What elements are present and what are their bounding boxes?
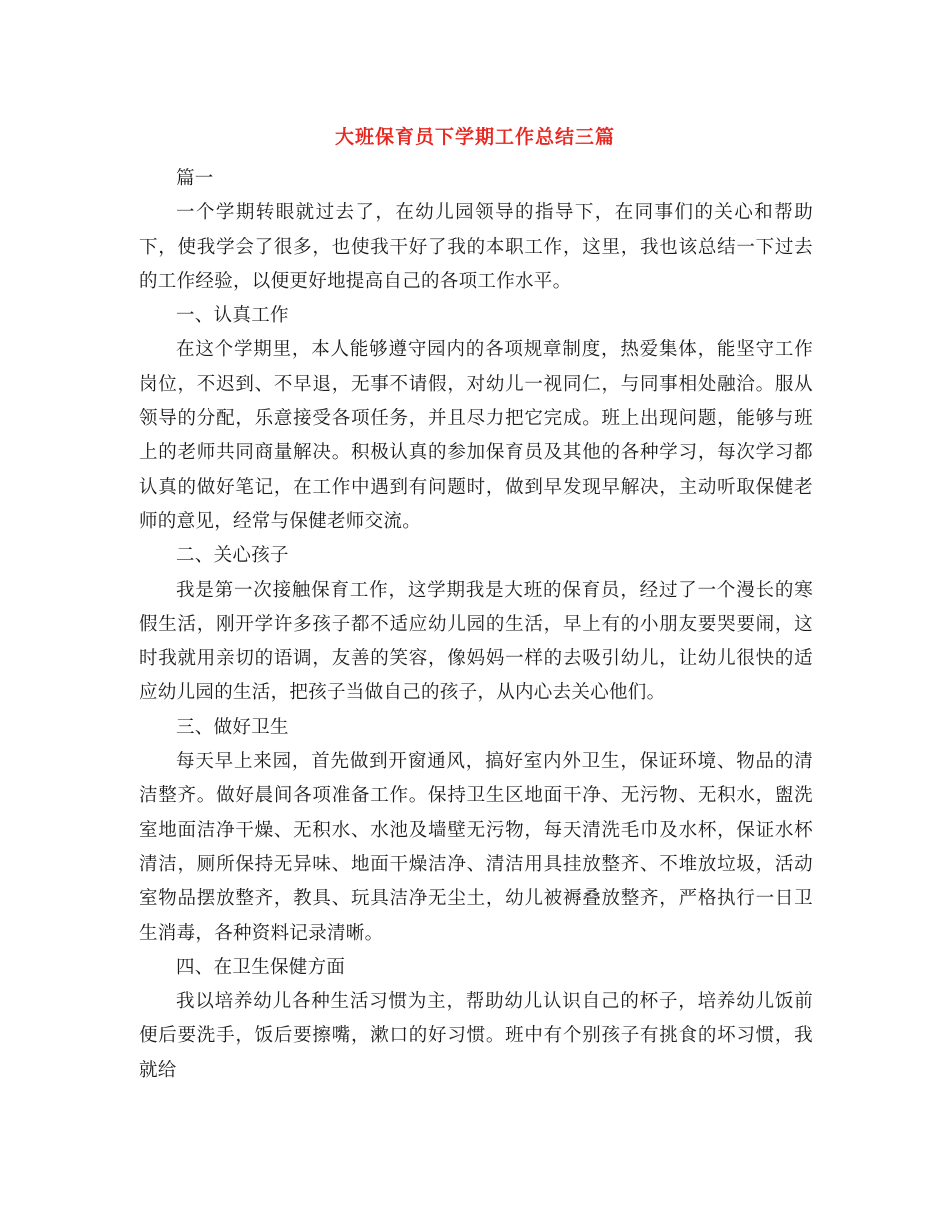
paragraph-health: 我以培养幼儿各种生活习惯为主，帮助幼儿认识自己的杯子，培养幼儿饭前便后要洗手，饭后要擦嘴，漱口的好习惯。班中有个别孩子有挑食的坏习惯，我就给	[139, 991, 813, 1081]
section-heading-hygiene: 三、做好卫生	[176, 716, 289, 738]
section-heading-part-one: 篇一	[176, 168, 214, 189]
section-heading-health: 四、在卫生保健方面	[176, 956, 346, 978]
paragraph-hygiene: 每天早上来园，首先做到开窗通风，搞好室内外卫生，保证环境、物品的清洁整齐。做好晨间各项准备工作。保持卫生区地面干净、无污物、无积水，盥洗室地面洁净干燥、无积水、水池及墙壁无污物，每天清洗毛巾及水杯，保证水杯清洁，厕所保持无异味、地面干燥洁净、清洁用具挂放整齐、不堆放垃圾，活动室物品摆放整齐，教具、玩具洁净无尘土，幼儿被褥叠放整齐，严格执行一日卫生消毒，各种资料记录清晰。	[139, 751, 813, 944]
document-body	[139, 162, 813, 1088]
section-heading-work: 一、认真工作	[176, 305, 289, 327]
section-heading-care: 二、关心孩子	[176, 545, 289, 567]
paragraph-work: 在这个学期里，本人能够遵守园内的各项规章制度，热爱集体，能坚守工作岗位，不迟到、不早退，无事不请假，对幼儿一视同仁，与同事相处融洽。服从领导的分配，乐意接受各项任务，并且尽力把它完成。班上出现问题，能够与班上的老师共同商量解决。积极认真的参加保育员及其他的各种学习，每次学习都认真的做好笔记，在工作中遇到有问题时，做到早发现早解决，主动听取保健老师的意见，经常与保健老师交流。	[139, 339, 813, 532]
paragraph-care: 我是第一次接触保育工作，这学期我是大班的保育员，经过了一个漫长的寒假生活，刚开学许多孩子都不适应幼儿园的生活，早上有的小朋友要哭要闹，这时我就用亲切的语调，友善的笑容，像妈妈一样的去吸引幼儿，让幼儿很快的适应幼儿园的生活，把孩子当做自己的孩子，从内心去关心他们。	[139, 579, 813, 704]
document-title: 大班保育员下学期工作总结三篇	[334, 126, 615, 148]
paragraph-intro: 一个学期转眼就过去了，在幼儿园领导的指导下，在同事们的关心和帮助下，使我学会了很多，也使我干好了我的本职工作，这里，我也该总结一下过去的工作经验，以便更好地提高自己的各项工作水平。	[139, 202, 813, 292]
